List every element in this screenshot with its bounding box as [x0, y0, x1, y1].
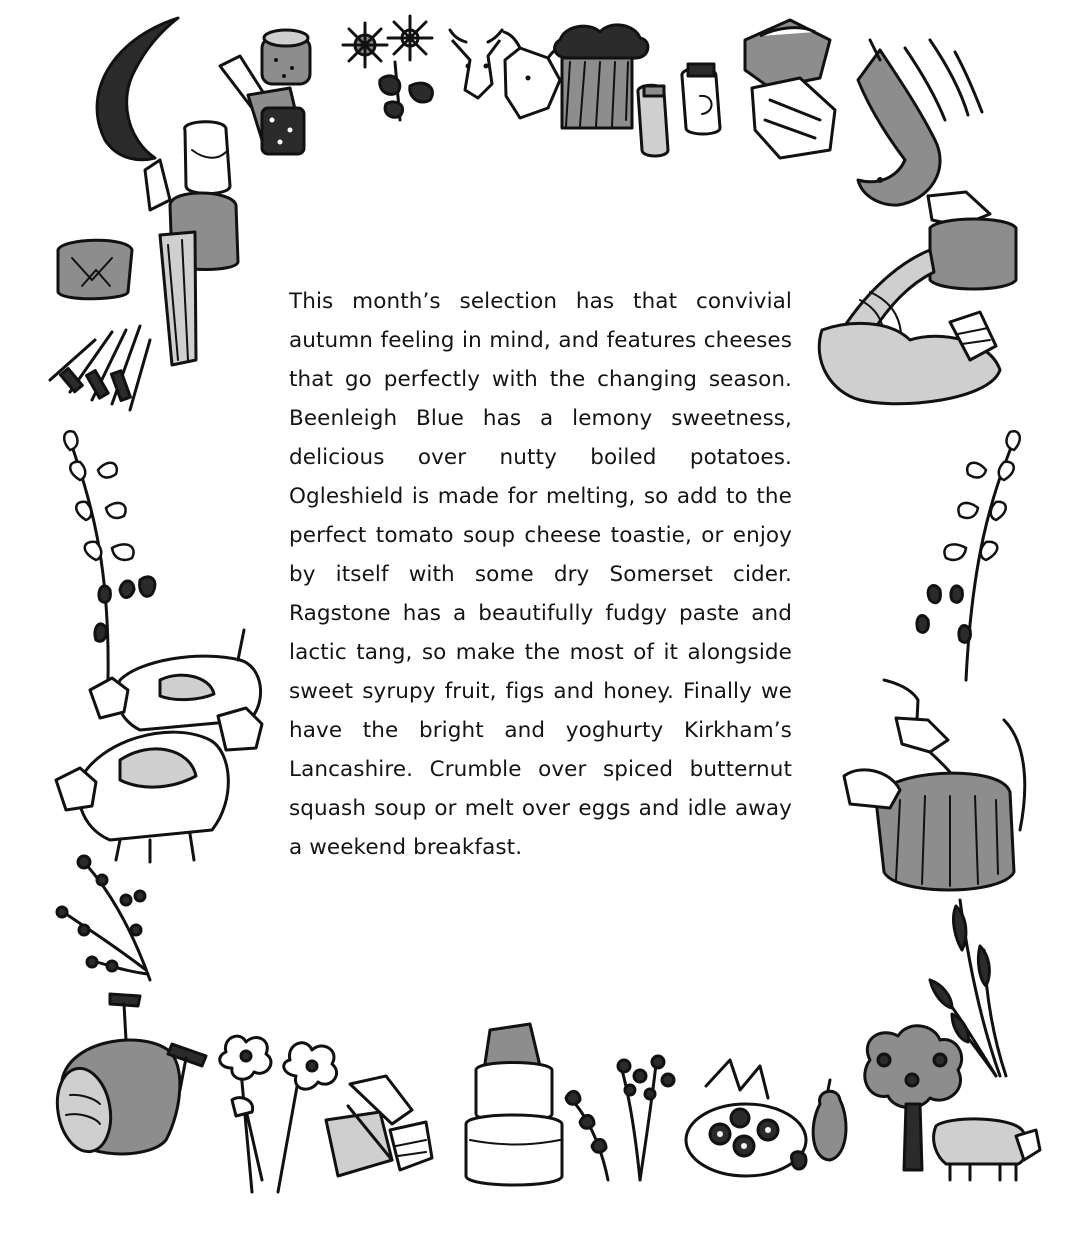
plate-of-figs-illustration: [686, 1060, 806, 1176]
hanging-pot-illustration: [145, 122, 238, 365]
knife-cutting-cheese-illustration: [326, 1076, 432, 1176]
hands-and-cheese-illustration: [745, 20, 835, 158]
small-jar-illustration: [262, 30, 310, 84]
swallow-bird-illustration: [858, 40, 982, 205]
flowers-illustration: [343, 16, 432, 120]
bread-loaf-illustration: [58, 240, 132, 299]
tree-and-cow-illustration: [865, 1026, 1040, 1180]
herb-sprigs-illustration: [566, 1056, 674, 1180]
cheese-wheel-illustration: [51, 994, 206, 1156]
stacked-cheeses-illustration: [466, 1024, 562, 1185]
poppies-illustration: [220, 1036, 337, 1192]
cheese-selection-description: This month’s selection has that convivial autumn feeling in mind, and features cheeses that go perfectly with the changing season. Beenleigh Blue has a lemony sweetness, delicious over nutty boiled potatoes. Ogleshield is made for melting, so add to the perfect tomato soup cheese toastie, or enjoy by itself with some dry Somerset cider. Ragstone has a beautifully fudgy paste and lactic tang, so make the most of it alongside sweet syrupy fruit, figs and honey. Finally we have the bright and yoghurty Kirkham’s Lancashire. Crumble over spiced butternut squash soup or melt over eggs and idle away a weekend breakfast.: [289, 289, 792, 860]
flowering-sprig-illustration: [57, 856, 150, 980]
crescent-moon-illustration: [97, 18, 178, 160]
kitchen-knives-illustration: [50, 326, 150, 410]
jars-illustration: [638, 64, 720, 156]
goats-illustration: [450, 30, 570, 118]
leafy-branch-left-illustration: [64, 431, 155, 680]
rain-cloud-illustration: [555, 25, 648, 128]
cows-illustration: [56, 630, 262, 862]
cheese-cutting-hands-illustration: [844, 680, 1025, 890]
pouring-kettle-illustration: [819, 192, 1016, 404]
leafy-branch-right-illustration: [917, 431, 1020, 680]
